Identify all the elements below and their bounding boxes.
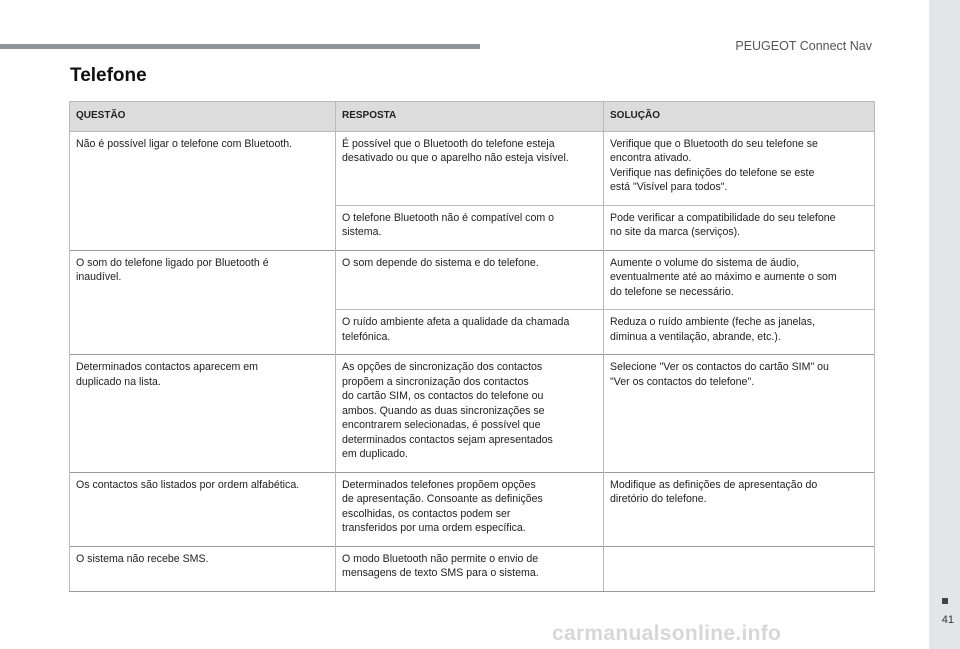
solution-text-line: Pode verificar a compatibilidade do seu telefone (610, 211, 836, 224)
side-mark (942, 598, 948, 604)
response-text-line: As opções de sincronização dos contactos (342, 361, 543, 373)
question-cell (70, 355, 336, 473)
solution-text-line: do telefone se necessário. (610, 285, 734, 298)
solution-cell (604, 355, 875, 473)
solution-text-line: Modifique as definições de apresentação do (610, 478, 818, 491)
side-tab (929, 0, 960, 649)
solution-text-line: diminua a ventilação, abrande, etc.). (610, 330, 781, 343)
solution-text-line: Selecione "Ver os contactos do cartão SIM" ou (610, 361, 829, 373)
response-text-line: O ruído ambiente afeta a qualidade da chamada (342, 316, 570, 328)
response-cell (336, 250, 604, 310)
table-row (70, 250, 875, 310)
manual-title: PEUGEOT Connect Nav (735, 39, 872, 53)
response-text-line: transferidos por uma ordem específica. (342, 522, 526, 534)
watermark: carmanualsonline.info (552, 622, 782, 645)
question-text-line: duplicado na lista. (76, 375, 161, 388)
response-text-line: ambos. Quando as duas sincronizações se (342, 404, 545, 417)
response-text-line: encontrarem selecionadas, é possível que (342, 419, 541, 431)
table-row (70, 472, 875, 546)
response-text-line: É possível que o Bluetooth do telefone esteja (342, 137, 555, 150)
solution-cell (604, 546, 875, 591)
response-text-line: sistema. (342, 226, 382, 238)
response-text-line: do cartão SIM, os contactos do telefone ou (342, 390, 544, 402)
question-text-line: Determinados contactos aparecem em (76, 361, 258, 373)
question-text-line: inaudível. (76, 271, 122, 283)
table-row (70, 355, 875, 473)
question-text-line: O som do telefone ligado por Bluetooth é (76, 256, 269, 269)
response-cell (336, 205, 604, 250)
response-text-line: O modo Bluetooth não permite o envio de (342, 552, 539, 565)
table-header-row (70, 102, 875, 132)
solution-text-line: está "Visível para todos". (610, 181, 728, 193)
solution-text-line: "Ver os contactos do telefone". (610, 375, 755, 388)
solution-cell (604, 472, 875, 546)
page-title: Telefone (70, 65, 147, 86)
solution-cell (604, 250, 875, 310)
question-text-line: Os contactos são listados por ordem alfabética. (76, 478, 300, 491)
table-row (70, 546, 875, 591)
response-text-line: O telefone Bluetooth não é compatível com o (342, 211, 555, 224)
response-cell (336, 355, 604, 473)
response-text-line: de apresentação. Consoante as definições (342, 493, 543, 505)
solution-text-line: Verifique que o Bluetooth do seu telefone se (610, 137, 818, 150)
table-row (70, 131, 875, 205)
solution-cell (604, 205, 875, 250)
question-cell (70, 472, 336, 546)
faq-table (69, 101, 875, 592)
header-response: RESPOSTA (336, 102, 604, 132)
response-text-line: em duplicado. (342, 448, 408, 460)
response-text-line: escolhidas, os contactos podem ser (342, 507, 511, 520)
response-cell (336, 546, 604, 591)
header-rule (0, 44, 480, 49)
response-text-line: O som depende do sistema e do telefone. (342, 256, 539, 269)
solution-text-line: Aumente o volume do sistema de áudio, (610, 256, 800, 269)
page-number: 41 (941, 614, 954, 626)
question-cell (70, 546, 336, 591)
question-cell (70, 250, 336, 355)
question-cell (70, 131, 336, 250)
response-cell (336, 310, 604, 355)
solution-cell (604, 310, 875, 355)
response-cell (336, 131, 604, 205)
response-text-line: mensagens de texto SMS para o sistema. (342, 567, 539, 579)
solution-cell (604, 131, 875, 205)
solution-text-line: eventualmente até ao máximo e aumente o som (610, 271, 837, 283)
question-text-line: Não é possível ligar o telefone com Bluetooth. (76, 137, 293, 150)
response-text-line: determinados contactos sejam apresentados (342, 433, 553, 446)
response-text-line: telefónica. (342, 330, 391, 343)
header-question: QUESTÃO (70, 102, 336, 132)
response-text-line: Determinados telefones propõem opções (342, 478, 536, 491)
response-text-line: desativado ou que o aparelho não esteja visível. (342, 152, 569, 164)
solution-text-line: no site da marca (serviços). (610, 226, 741, 238)
response-text-line: propõem a sincronização dos contactos (342, 375, 529, 388)
solution-text-line: encontra ativado. (610, 152, 692, 164)
response-cell (336, 472, 604, 546)
table-body (70, 131, 875, 591)
header-solution: SOLUÇÃO (604, 102, 875, 132)
solution-text-line: Reduza o ruído ambiente (feche as janelas, (610, 316, 815, 328)
question-text-line: O sistema não recebe SMS. (76, 552, 209, 565)
solution-text-line: diretório do telefone. (610, 493, 707, 505)
solution-text-line: Verifique nas definições do telefone se este (610, 166, 815, 179)
